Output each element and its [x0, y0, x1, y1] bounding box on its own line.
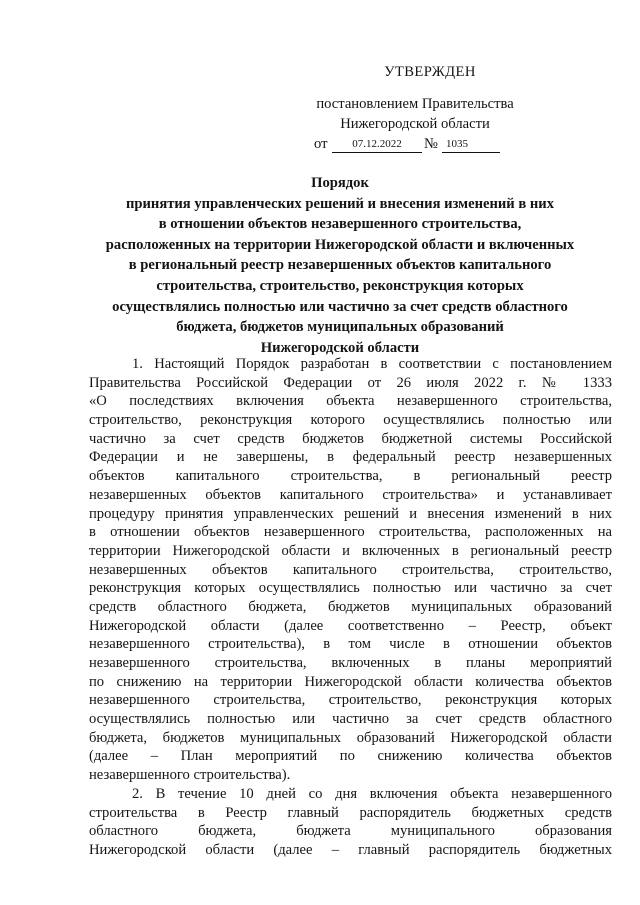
- approval-line-2: Нижегородской области: [340, 116, 490, 132]
- title-line: бюджета, бюджетов муниципальных образований: [176, 319, 504, 336]
- title-line: Нижегородской области: [260, 339, 420, 356]
- text-line: процедуру принятия управленческих решений и внесения изменений в них: [89, 505, 612, 522]
- text-line: незавершенного строительства).: [89, 767, 291, 784]
- text-line: незавершенного строительства, строительство, реконструкция которых: [89, 692, 612, 709]
- text-line: в отношении объектов незавершенного строительства, расположенных на: [89, 524, 612, 541]
- text-line: бюджета, бюджетов муниципальных образований Нижегородской области: [89, 729, 612, 746]
- paragraph-2: [89, 785, 612, 860]
- approval-stamp: УТВЕРЖДЕН: [384, 64, 476, 80]
- text-line: (далее – План мероприятий по снижению количества объектов: [89, 748, 612, 765]
- title-line: расположенных на территории Нижегородской области и включенных: [105, 236, 575, 253]
- title-line: в отношении объектов незавершенного строительства,: [158, 216, 522, 233]
- text-line: частично за счет средств бюджетов бюджетной системы Российской: [89, 430, 612, 447]
- approval-date-number: [300, 134, 530, 154]
- text-line: реконструкция которых осуществлялись полностью или частично за счет: [89, 580, 612, 597]
- title-line: строительства, строительство, реконструкция которых: [156, 277, 524, 294]
- text-line: 2. В течение 10 дней со дня включения объекта незавершенного: [132, 785, 612, 802]
- approval-line-1: постановлением Правительства: [316, 96, 514, 112]
- text-line: строительство, реконструкция которого осуществлялись полностью или: [89, 412, 612, 429]
- text-line: Правительства Российской Федерации от 26 июля 2022 г. № 1333: [89, 374, 612, 391]
- text-line: Нижегородской области (далее соответственно – Реестр, объект: [89, 617, 612, 634]
- text-line: Федерации и не завершены, в федеральный реестр незавершенных: [89, 449, 612, 466]
- document-body: [89, 355, 612, 860]
- text-line: средств областного бюджета, бюджетов муниципальных образований: [89, 598, 612, 615]
- text-line: Нижегородской области (далее – главный распорядитель бюджетных: [89, 841, 612, 858]
- text-line: областного бюджета, бюджета муниципального образования: [89, 823, 612, 840]
- title-line: принятия управленческих решений и внесения изменений в них: [125, 195, 554, 212]
- document-title: [90, 173, 590, 358]
- text-line: «О последствиях включения объекта незавершенного строительства,: [89, 393, 612, 410]
- text-line: 1. Настоящий Порядок разработан в соответствии с постановлением: [132, 356, 612, 372]
- approval-number: 1035: [442, 136, 500, 153]
- text-line: осуществлялись полностью или частично за счет средств областного: [89, 711, 612, 728]
- title-heading: Порядок: [311, 175, 369, 191]
- title-line: в региональный реестр незавершенных объектов капитального: [128, 257, 552, 274]
- text-line: незавершенного строительства), в том числе в отношении объектов: [89, 636, 612, 653]
- approval-date: 07.12.2022: [332, 136, 422, 153]
- title-line: осуществлялись полностью или частично за счет средств областного: [112, 298, 568, 315]
- text-line: территории Нижегородской области и включенных в региональный реестр: [89, 542, 612, 559]
- text-line: незавершенных объектов капитального строительства» и устанавливает: [89, 486, 612, 503]
- text-line: строительства в Реестр главный распорядитель бюджетных средств: [89, 804, 612, 821]
- text-line: незавершенных объектов капитального строительства, строительство,: [89, 561, 612, 578]
- number-label: №: [424, 136, 438, 152]
- text-line: незавершенного строительства, включенных в планы мероприятий: [89, 655, 612, 671]
- text-line: по снижению на территории Нижегородской области количества объектов: [89, 673, 612, 690]
- date-label: от: [314, 136, 328, 152]
- paragraph-1: [89, 355, 612, 785]
- approval-block: [300, 62, 530, 154]
- text-line: объектов капитального строительства, в региональный реестр: [89, 468, 612, 485]
